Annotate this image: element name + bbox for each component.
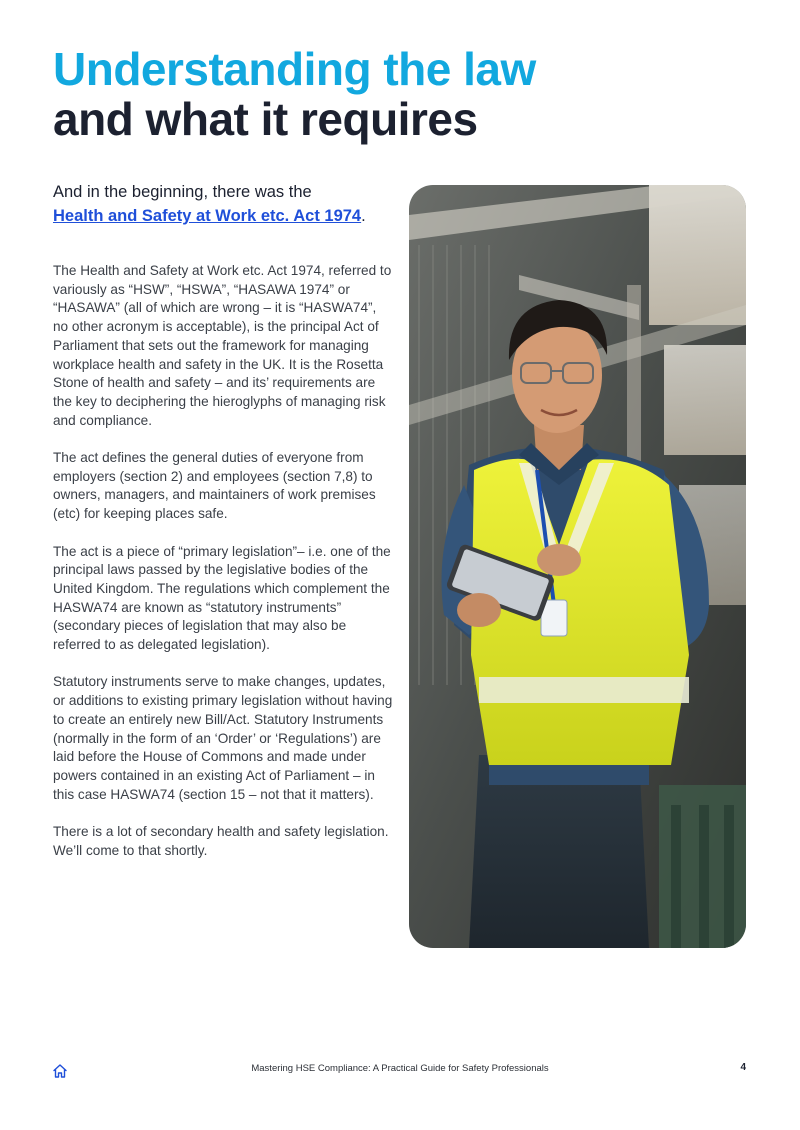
paragraph-5: There is a lot of secondary health and safety legislation. We’ll come to that shortly. (53, 824, 389, 858)
page-title (53, 44, 536, 144)
intro-lead: And in the beginning, there was the (53, 183, 312, 201)
intro-trail: . (361, 207, 366, 225)
worker-photo (409, 185, 746, 948)
paragraph-2: The act defines the general duties of everyone from employers (section 2) and employees (section 7,8) to owners, managers, and maintainers of work premises (etc) for keeping places safe. (53, 450, 376, 522)
page-number: 4 (740, 1062, 746, 1073)
paragraph-1: The Health and Safety at Work etc. Act 1974, referred to variously as “HSW”, “HSWA”, “HASAWA 1974” or “HASAWA” (all of which are wrong – it is “HASWA74”, no other acronym is acceptable), is the principal Act of Parliament that sets out the framework for managing workplace health and safety in the UK. It is the Rosetta Stone of health and safety – and its’ requirements are the key to deciphering the hieroglyphs of managing risk and compliance. (53, 263, 392, 428)
body-text (53, 262, 393, 879)
title-line-2: and what it requires (53, 93, 478, 145)
worker-illustration (409, 185, 746, 948)
intro-sentence (53, 180, 403, 228)
home-icon[interactable] (52, 1063, 68, 1079)
paragraph-4: Statutory instruments serve to make changes, updates, or additions to existing primary legislation without having to create an entirely new Bill/Act. Statutory Instruments (normally in the form of an ‘Order’ or ‘Regulations’) are laid before the House of Commons and made under powers contained in an existing Act of Parliament – in this case HASWA74 (section 15 – not that it matters). (53, 674, 393, 802)
footer-title: Mastering HSE Compliance: A Practical Guide for Safety Professionals (251, 1063, 549, 1074)
hasawa-act-link[interactable]: Health and Safety at Work etc. Act 1974 (53, 207, 362, 225)
paragraph-3: The act is a piece of “primary legislation”– i.e. one of the principal laws passed by the legislative bodies of the United Kingdom. The regulations which complement the HASWA74 are known as “statutory instruments” (secondary pieces of legislation that may also be referred to as delegated legislation). (53, 543, 391, 653)
title-line-1: Understanding the law (53, 43, 536, 95)
